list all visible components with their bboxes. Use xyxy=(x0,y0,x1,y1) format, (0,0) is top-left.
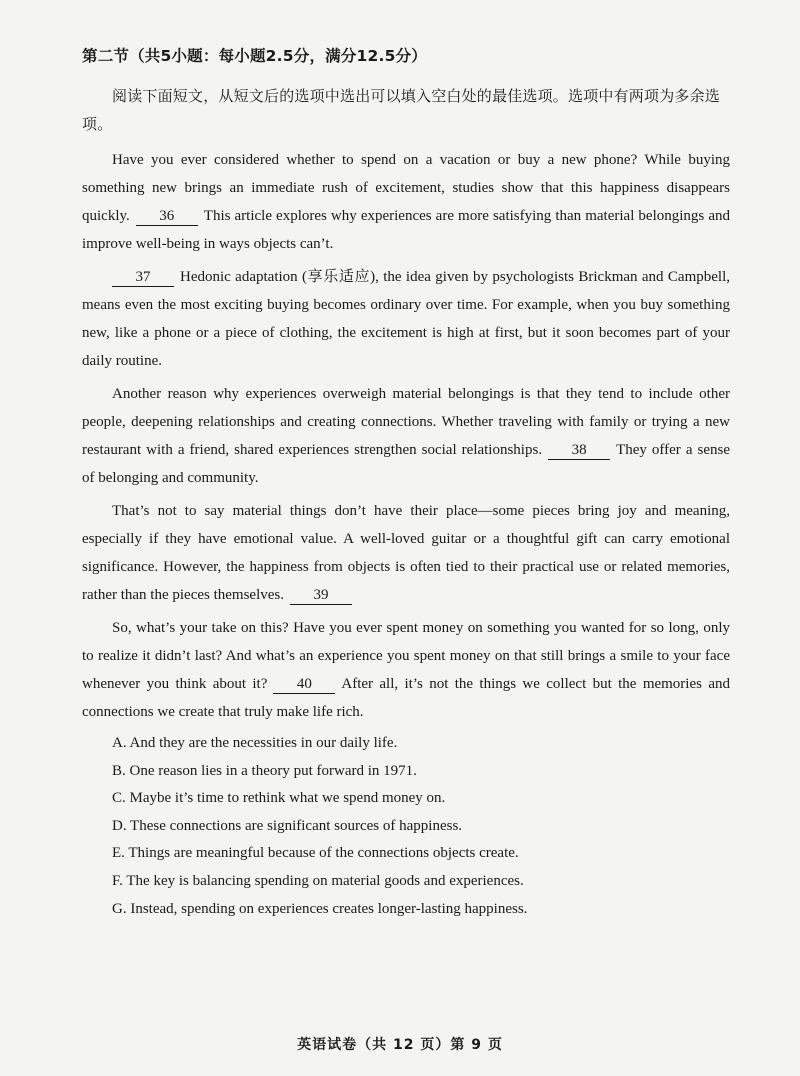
paragraph-5 xyxy=(82,614,730,726)
paragraph-3-text-a: Another reason why experiences overweigh material belongings is that they tend to include other people, deepening relationships and creating connections. Whether traveling with family or trying a new restaurant with a friend, shared experiences strengthen social relationships. xyxy=(82,386,730,458)
paragraph-4-text: That’s not to say material things don’t have their place—some pieces bring joy and meaning, especially if they have emotional value. A well-loved guitar or a thoughtful gift can carry emotional significance. However, the happiness from objects is often tied to their practical use or related memories, rather than the pieces themselves. xyxy=(82,503,730,603)
blank-36: 36 xyxy=(136,207,198,226)
section-instructions: 阅读下面短文，从短文后的选项中选出可以填入空白处的最佳选项。选项中有两项为多余选项。 xyxy=(82,87,721,133)
paragraph-1-text-a: Have you ever considered whether to spend on a vacation or buy a new phone? While buying something new brings an immediate rush of excitement, studies show that this happiness disappears quickly. xyxy=(82,152,730,224)
paragraph-4 xyxy=(82,497,730,609)
paragraph-5-text-b: After all, it’s not the things we collect but the memories and connections we create that truly make life rich. xyxy=(82,676,730,720)
paragraph-1-text-b: This article explores why experiences are more satisfying than material belongings and improve well-being in ways objects can’t. xyxy=(82,208,730,252)
blank-37: 37 xyxy=(112,268,174,287)
page-footer: 英语试卷（共 12 页）第 9 页 xyxy=(297,1037,503,1053)
paragraph-3-text-b: They offer a sense of belonging and community. xyxy=(82,442,731,486)
option-a: A. And they are the necessities in our daily life. xyxy=(112,735,398,751)
paragraph-2-text: Hedonic adaptation (享乐适应), the idea given by psychologists Brickman and Campbell, means even the most exciting buying becomes ordinary over time. For example, when you buy something new, like a phone or a piece of clothing, the excitement is high at first, but it soon becomes part of your daily routine. xyxy=(82,269,730,369)
blank-38: 38 xyxy=(548,441,610,460)
paragraph-5-text-a: So, what’s your take on this? Have you ever spent money on something you wanted for so long, only to realize it didn’t last? And what’s an experience you spent money on that still brings a smile to your face whenever you think about it? xyxy=(82,620,730,692)
paragraph-3 xyxy=(82,380,730,492)
option-d: D. These connections are significant sources of happiness. xyxy=(112,817,463,834)
blank-40: 40 xyxy=(273,675,335,694)
paragraph-1 xyxy=(82,146,730,258)
section-title: 第二节（共5小题：每小题2.5分，满分12.5分） xyxy=(82,47,427,65)
blank-39: 39 xyxy=(290,586,352,605)
option-b: B. One reason lies in a theory put forward in 1971. xyxy=(112,762,417,779)
paragraph-2 xyxy=(82,263,730,375)
option-e: E. Things are meaningful because of the connections objects create. xyxy=(112,845,519,862)
option-c: C. Maybe it’s time to rethink what we spend money on. xyxy=(112,790,446,807)
option-f: F. The key is balancing spending on material goods and experiences. xyxy=(112,872,524,889)
answer-options xyxy=(112,730,712,923)
reading-passage xyxy=(82,146,730,731)
option-g: G. Instead, spending on experiences creates longer-lasting happiness. xyxy=(112,900,528,917)
